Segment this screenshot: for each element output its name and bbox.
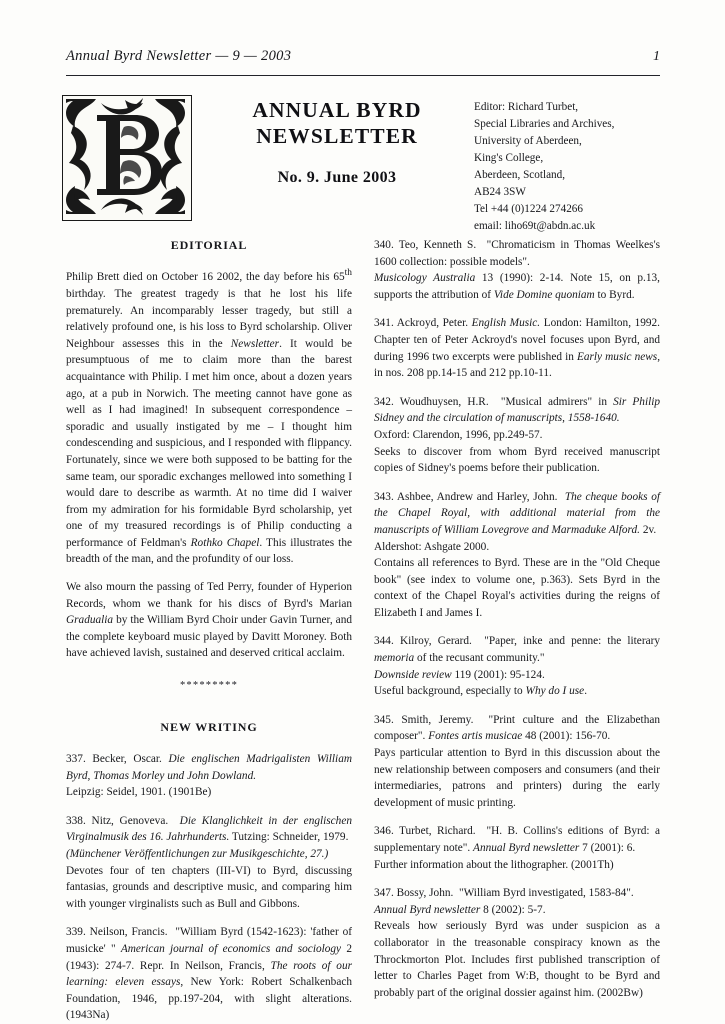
editorial-heading: EDITORIAL (170, 238, 248, 252)
masthead-title-line-2: NEWSLETTER (256, 124, 418, 149)
entry-journal: Annual Byrd newsletter (374, 903, 481, 916)
entry-title: The cheque books of the Chapel Royal, with additional material from the manuscripts of William Lovegrove and Marmaduke Alford. (374, 490, 660, 536)
right-column (374, 237, 661, 999)
masthead-issue-line: No. 9. June 2003 (277, 169, 397, 187)
entry-imprint: Tutzing: Schneider, 1979. (231, 831, 349, 844)
entry-journal: Fontes artis musicae (428, 730, 523, 743)
new-writing-heading: NEW WRITING (160, 720, 258, 735)
entry-number: 344. (374, 635, 394, 648)
page-number: 1 (653, 49, 660, 64)
editor-contact-block (474, 99, 664, 235)
entry-title: "H. B. Collins's editions of Byrd: a supplementary note". (374, 825, 661, 854)
editor-department-line: Special Libraries and Archives, (474, 118, 615, 131)
editor-name-line: Editor: Richard Turbet, (474, 101, 579, 113)
header-rule (66, 75, 660, 76)
entry-title: Die Klanglichkeit in der englischen Virginalmusik des 16. Jahrhunderts. (66, 814, 352, 844)
masthead-title-block (212, 97, 462, 187)
entry-number: 341. (374, 317, 394, 330)
entry-annotation-detail: , in nos. 208 pp.14-15 and 212 pp.10-11. (374, 350, 661, 380)
entry-citation-end: to Byrd. (597, 288, 635, 301)
entry-journal: Musicology Australia (374, 272, 476, 285)
entry-imprint: Oxford: Clarendon, 1996, pp.249-57. (374, 428, 543, 441)
entry-annotation: Further information about the lithographer. (2001Th) (374, 858, 614, 871)
entry-imprint: Leipzig: Seidel, 1901. (1901Be) (66, 786, 212, 799)
entry-citation: 2 (1943): 274-7. Repr. In Neilson, Francis, (66, 943, 352, 972)
entry-series: (Münchener Veröffentlichungen zur Musikgeschichte, 27.) (66, 848, 329, 861)
bibliography-entry (66, 751, 352, 801)
entry-number: 345. (374, 713, 394, 726)
entry-author: Nitz, Genoveva. (91, 814, 169, 827)
running-head-title: Annual Byrd Newsletter — 9 — 2003 (66, 48, 292, 64)
left-column (66, 237, 353, 1022)
editor-email-line: email: liho69t@abdn.ac.uk (474, 220, 596, 233)
entry-citation: 48 (2001): 156-70. (525, 730, 611, 743)
bibliography-entry (374, 633, 660, 699)
editor-university-line: University of Aberdeen, (474, 135, 582, 148)
entry-number: 346. (374, 825, 394, 838)
editor-college-line: King's College, (474, 152, 544, 165)
bibliography-entry (66, 813, 352, 913)
bibliography-entry (374, 885, 660, 1001)
entry-reprint-title: The roots of our learning: eleven essays (66, 959, 352, 989)
entry-citation: 119 (2001): 95-124. (454, 668, 545, 681)
entry-annotation-title: Early music news (576, 350, 658, 363)
bibliography-entry (66, 924, 352, 1024)
entry-annotation: Reveals how seriously Byrd was under suspicion as a collaborator in the treasonable conspiracy known as the Throckmorton Plot. Includes first published transcription of letter to Charles Paget from W:B, thought to be Byrd and probably part of the original dossier against him. (2002Bw) (374, 920, 660, 999)
entry-annotation: Useful background, especially to (374, 685, 523, 698)
entry-annotation: Chapter ten of Peter Ackroyd's novel focuses upon Byrd, and during 1996 two excerpts were published in (374, 333, 660, 363)
entry-number: 337. (66, 753, 86, 766)
entry-author: Smith, Jeremy. (401, 713, 474, 726)
decorated-initial-b-icon (62, 95, 192, 221)
entry-imprint: London: Hamilton, 1992. (543, 317, 660, 330)
entry-title: "William Byrd investigated, 1583-84". (458, 887, 634, 900)
entry-author: Woudhuysen, H.R. (399, 395, 489, 408)
entry-number: 340. (374, 239, 394, 251)
entry-title-italic-word: memoria (374, 652, 415, 665)
masthead-title-line-1: ANNUAL BYRD (252, 98, 422, 122)
entry-author: Bossy, John. (396, 887, 454, 900)
running-head (66, 48, 660, 65)
entry-container-title: Sir Philip Sidney and the circulation of manuscripts, 1558-1640. (374, 395, 661, 425)
entry-number: 338. (66, 814, 86, 827)
entry-number: 343. (374, 490, 394, 503)
entry-title: "Chromaticism in Thomas Weelkes's 1600 collection: possible models". (374, 239, 660, 268)
entry-journal: Annual Byrd newsletter (473, 842, 580, 854)
body-columns (66, 237, 661, 1022)
entry-annotation-work: Why do I use (525, 685, 585, 698)
editorial-paragraph-1: Philip Brett died on October 16 2002, the day before his 65th birthday. The greatest tragedy is that he lost his life prematurely. An incomparably lesser tragedy, but still a relatively profound one, is his loss to Byrd scholarship. Oliver Neighbour assesses this in the Newsletter. It would be presumptuous of me to claim more than the barest acquaintance with Philip. I met him once, about a dozen years ago, at a pub in Norwich. The meeting cannot have gone as well as I had imagined! In subsequent correspondence – sporadic and usually instigated by me – I thought him condescending and suspicious, and I responded with flippancy. Fortunately, since we were both supposed to be batting for the same team, our sporadic exchanges mellowed into something I would dare to describe as warmth. At no time did I waiver from my admiration for his formidable Byrd scholarship, yet one of my treasured recordings is of Philip conducting a performance of Feldman's Rothko Chapel. This illustrates the breadth of the man, and the profundity of our loss. (66, 268, 353, 566)
entry-number: 342. (374, 395, 394, 408)
bibliography-entry (374, 823, 660, 873)
editorial-paragraph-2: We also mourn the passing of Ted Perry, founder of Hyperion Records, whom we thank for his discs of Byrd's Marian Gradualia by the William Byrd Choir under Gavin Turner, and the complete keyboard music played by Davitt Moroney. Both have achieved lavish, sustained and deserved critical acclaim. (66, 581, 352, 660)
entry-annotation-end: . (584, 685, 588, 698)
entry-author: Kilroy, Gerard. (399, 635, 472, 648)
entry-title: "Musical admirers" in (500, 395, 608, 408)
entry-title: "Print culture and the Elizabethan composer". (374, 713, 661, 743)
entry-volumes: 2v. (642, 523, 657, 536)
entry-work-title: Vide Domine quoniam (493, 288, 595, 301)
bibliography-entry (374, 712, 660, 812)
entry-title: English Music. (471, 317, 541, 330)
entry-number: 347. (374, 887, 394, 900)
entry-annotation: Seeks to discover from whom Byrd received manuscript copies of Sidney's poems before their publication. (374, 445, 660, 475)
entry-number: 339. (66, 926, 86, 939)
entry-title: "Paper, inke and penne: the literary (484, 635, 661, 648)
entry-author: Neilson, Francis. (89, 926, 168, 939)
entry-reprint-detail: , New York: Robert Schalkenbach Foundation, 1946, pp.197-204, with slight alterations. (1943Na) (66, 976, 352, 1022)
entry-citation: 7 (2001): 6. (582, 842, 636, 854)
entry-annotation: Devotes four of ten chapters (III-VI) to Byrd, discussing fantasias, grounds and descriptive music, and comparing him with younger virginalists such as Bull and Gibbons. (66, 864, 352, 910)
entry-annotation: Pays particular attention to Byrd in this discussion about the new relationship between composers and consumers (and their intermediaries, patrons and printers) during the early development of music printing. (374, 747, 660, 809)
editor-telephone-line: Tel +44 (0)1224 274266 (474, 203, 583, 216)
entry-journal: American journal of economics and sociology (120, 943, 342, 956)
entry-author: Becker, Oscar. (92, 753, 162, 766)
entry-author: Teo, Kenneth S. (398, 239, 477, 251)
bibliography-entry (374, 489, 660, 622)
entry-imprint: Aldershot: Ashgate 2000. (374, 540, 490, 553)
entry-title: "William Byrd (1542-1623): 'father of musicke' " (66, 926, 352, 956)
editor-city-line: Aberdeen, Scotland, (474, 169, 566, 182)
entry-journal: Downside review (374, 668, 452, 681)
entry-title: Die englischen Madrigalisten William Byrd, Thomas Morley und John Dowland. (66, 753, 353, 782)
entry-title-end: of the recusant community." (417, 652, 545, 665)
bibliography-entry (374, 394, 660, 477)
masthead (62, 93, 660, 233)
editor-postcode-line: AB24 3SW (474, 186, 526, 199)
entry-author: Ashbee, Andrew and Harley, John. (396, 490, 558, 503)
bibliography-entry (374, 315, 660, 381)
entry-citation: 8 (2002): 5-7. (483, 903, 546, 916)
entry-author: Turbet, Richard. (399, 825, 476, 838)
entry-annotation: Contains all references to Byrd. These are in the "Old Cheque book" (see index to volume one, p.363). Sets Byrd in the context of the Chapel Royal's activities during the reigns of Elizabeth I and James I. (374, 557, 660, 619)
bibliography-entry (374, 237, 660, 303)
entry-author: Ackroyd, Peter. (396, 317, 469, 330)
entry-citation: 13 (1990): 2-14. Note 15, on p.13, supports the attribution of (374, 272, 660, 301)
section-divider: ********* (179, 680, 239, 692)
